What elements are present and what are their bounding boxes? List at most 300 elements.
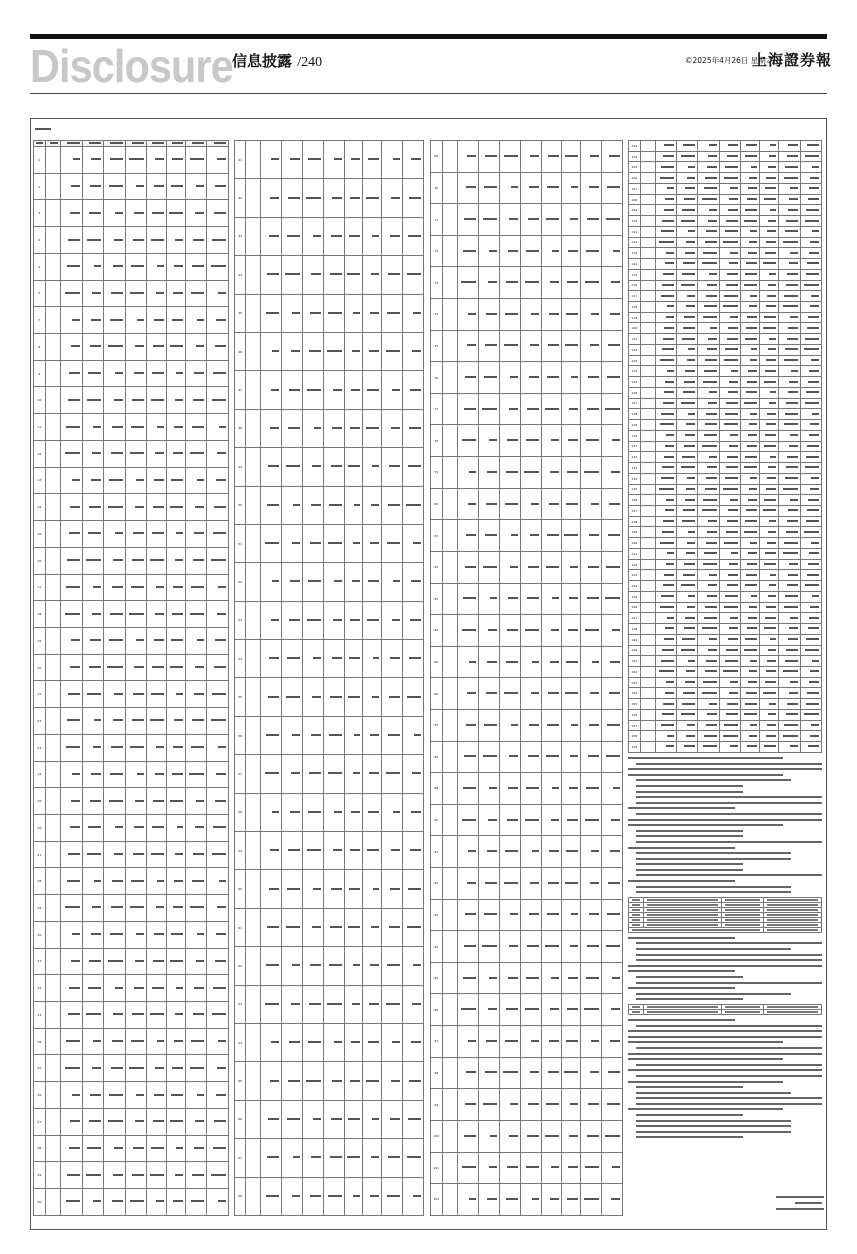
value-cell (719, 269, 740, 280)
value-cell (344, 1139, 363, 1177)
value-cell (677, 677, 698, 688)
value-cell (542, 172, 561, 204)
value-cell (261, 217, 282, 255)
text-line (636, 1025, 822, 1027)
table-row (34, 895, 229, 922)
value-cell (363, 640, 382, 678)
value-cell (656, 538, 677, 549)
fund-name-cell (45, 1082, 61, 1109)
value-cell (186, 681, 207, 708)
value-cell (147, 1189, 167, 1216)
value-cell (760, 420, 779, 431)
fund-name-cell (45, 574, 61, 601)
row-number: 129 (629, 420, 641, 431)
table-row (235, 179, 424, 217)
value-cell (800, 387, 821, 398)
value-cell (779, 677, 800, 688)
value-cell (500, 425, 521, 457)
table-row (629, 291, 822, 302)
value-cell (147, 467, 167, 494)
value-cell (147, 307, 167, 334)
value-cell (779, 581, 800, 592)
value-cell (656, 591, 677, 602)
value-cell (207, 1082, 229, 1109)
value-cell (104, 307, 125, 334)
fund-name-cell (246, 601, 261, 639)
value-cell (61, 494, 82, 521)
value-cell (478, 1152, 499, 1184)
fund-name-cell (640, 527, 655, 538)
table-row (629, 269, 822, 280)
table-row (629, 280, 822, 291)
value-cell (677, 591, 698, 602)
announcement-text (628, 757, 822, 1142)
value-cell (760, 699, 779, 710)
row-number: 83 (431, 583, 443, 615)
value-cell (186, 734, 207, 761)
value-cell (542, 583, 561, 615)
value-cell (698, 559, 719, 570)
value-cell (698, 505, 719, 516)
value-cell (800, 527, 821, 538)
row-number: 91 (431, 836, 443, 868)
value-cell (521, 646, 542, 678)
table-row (431, 773, 623, 805)
value-cell (125, 574, 146, 601)
value-cell (166, 227, 186, 254)
value-cell (656, 194, 677, 205)
value-cell (760, 398, 779, 409)
value-cell (561, 551, 580, 583)
value-cell (363, 179, 382, 217)
value-cell (561, 1089, 580, 1121)
value-cell (656, 666, 677, 677)
value-cell (800, 441, 821, 452)
value-cell (561, 1184, 580, 1216)
value-cell (779, 495, 800, 506)
value-cell (344, 371, 363, 409)
value-cell (207, 547, 229, 574)
value-cell (760, 323, 779, 334)
value-cell (500, 1120, 521, 1152)
fund-name-cell (246, 524, 261, 562)
row-number: 108 (629, 194, 641, 205)
value-cell (147, 601, 167, 628)
value-cell (478, 678, 499, 710)
value-cell (779, 452, 800, 463)
value-cell (779, 645, 800, 656)
value-cell (82, 601, 103, 628)
value-cell (261, 908, 282, 946)
value-cell (457, 615, 478, 647)
fund-name-cell (640, 548, 655, 559)
row-number: 32 (34, 975, 46, 1002)
text-line (636, 976, 743, 978)
fund-name-cell (45, 841, 61, 868)
value-cell (542, 362, 561, 394)
value-cell (760, 205, 779, 216)
value-cell (677, 527, 698, 538)
value-cell (800, 656, 821, 667)
table-row (629, 355, 822, 366)
value-cell (147, 387, 167, 414)
value-cell (740, 452, 759, 463)
value-cell (261, 1177, 282, 1215)
value-cell (186, 1082, 207, 1109)
value-cell (186, 975, 207, 1002)
text-line (628, 1108, 783, 1110)
table-row (431, 899, 623, 931)
value-cell (147, 814, 167, 841)
row-number: 58 (235, 793, 246, 831)
value-cell (698, 656, 719, 667)
value-cell (800, 591, 821, 602)
fund-name-cell (640, 613, 655, 624)
value-cell (323, 908, 344, 946)
value-cell (779, 624, 800, 635)
value-cell (740, 398, 759, 409)
value-cell (457, 962, 478, 994)
value-cell (125, 1108, 146, 1135)
value-cell (344, 793, 363, 831)
row-number: 12 (34, 440, 46, 467)
table-row (34, 814, 229, 841)
table-row (629, 677, 822, 688)
value-cell (719, 334, 740, 345)
value-cell (61, 440, 82, 467)
table-row (235, 256, 424, 294)
value-cell (800, 355, 821, 366)
value-cell (800, 291, 821, 302)
value-cell (677, 463, 698, 474)
value-cell (561, 804, 580, 836)
value-cell (542, 299, 561, 331)
value-cell (186, 1108, 207, 1135)
row-number: 30 (34, 921, 46, 948)
value-cell (779, 194, 800, 205)
value-cell (677, 366, 698, 377)
value-cell (800, 677, 821, 688)
value-cell (344, 678, 363, 716)
value-cell (698, 141, 719, 152)
value-cell (698, 709, 719, 720)
value-cell (363, 141, 382, 179)
value-cell (740, 226, 759, 237)
row-number: 48 (235, 409, 246, 447)
text-line (636, 1120, 791, 1122)
value-cell (166, 173, 186, 200)
value-cell (779, 226, 800, 237)
value-cell (677, 398, 698, 409)
value-cell (656, 463, 677, 474)
value-cell (363, 409, 382, 447)
value-cell (500, 488, 521, 520)
value-cell (740, 720, 759, 731)
table-row (34, 1055, 229, 1082)
table-row (34, 681, 229, 708)
row-number: 17 (34, 574, 46, 601)
fund-name-cell (246, 640, 261, 678)
value-cell (61, 1055, 82, 1082)
value-cell (457, 1152, 478, 1184)
value-cell (542, 615, 561, 647)
value-cell (323, 793, 344, 831)
value-cell (478, 962, 499, 994)
row-number: 84 (431, 615, 443, 647)
value-cell (207, 521, 229, 548)
value-cell (740, 699, 759, 710)
row-number: 147 (629, 613, 641, 624)
table-row (34, 708, 229, 735)
table-row (34, 253, 229, 280)
value-cell (303, 409, 324, 447)
value-cell (779, 302, 800, 313)
table-row (235, 1062, 424, 1100)
value-cell (104, 681, 125, 708)
value-cell (82, 280, 103, 307)
value-cell (166, 1135, 186, 1162)
value-cell (166, 1162, 186, 1189)
value-cell (779, 344, 800, 355)
row-number: 101 (431, 1152, 443, 1184)
table-row (34, 360, 229, 387)
value-cell (779, 699, 800, 710)
value-cell (719, 355, 740, 366)
fund-name-cell (442, 204, 457, 236)
table-row (34, 1108, 229, 1135)
row-number: 120 (629, 323, 641, 334)
value-cell (760, 624, 779, 635)
value-cell (561, 868, 580, 900)
value-cell (363, 601, 382, 639)
value-cell (403, 1062, 424, 1100)
value-cell (521, 299, 542, 331)
value-cell (760, 377, 779, 388)
row-number: 27 (34, 841, 46, 868)
value-cell (186, 654, 207, 681)
value-cell (282, 332, 303, 370)
value-cell (186, 868, 207, 895)
fund-name-cell (442, 709, 457, 741)
table-row (431, 1089, 623, 1121)
value-cell (698, 387, 719, 398)
value-cell (323, 486, 344, 524)
value-cell (104, 1162, 125, 1189)
fund-name-cell (640, 516, 655, 527)
value-cell (344, 141, 363, 179)
value-cell (698, 344, 719, 355)
value-cell (166, 280, 186, 307)
value-cell (147, 708, 167, 735)
value-cell (104, 841, 125, 868)
value-cell (478, 204, 499, 236)
fund-name-cell (640, 452, 655, 463)
fund-name-cell (45, 601, 61, 628)
fund-name-cell (640, 731, 655, 742)
value-cell (363, 217, 382, 255)
fund-name-cell (640, 591, 655, 602)
text-line (628, 1069, 822, 1071)
value-cell (104, 1082, 125, 1109)
value-cell (601, 1184, 622, 1216)
value-cell (363, 1177, 382, 1215)
value-cell (344, 870, 363, 908)
value-cell (800, 709, 821, 720)
value-cell (542, 1120, 561, 1152)
fund-name-cell (442, 804, 457, 836)
text-line (636, 796, 822, 798)
value-cell (303, 141, 324, 179)
value-cell (104, 440, 125, 467)
fund-name-cell (45, 708, 61, 735)
value-cell (719, 216, 740, 227)
table-row (629, 581, 822, 592)
fund-name-cell (442, 836, 457, 868)
value-cell (800, 194, 821, 205)
value-cell (740, 570, 759, 581)
table-row (34, 788, 229, 815)
row-number: 133 (629, 463, 641, 474)
value-cell (478, 931, 499, 963)
value-cell (104, 788, 125, 815)
row-number: 8 (34, 334, 46, 361)
value-cell (323, 256, 344, 294)
fund-name-cell (640, 463, 655, 474)
value-cell (363, 332, 382, 370)
value-cell (382, 870, 403, 908)
value-cell (500, 267, 521, 299)
value-cell (561, 1057, 580, 1089)
value-cell (740, 237, 759, 248)
fund-name-cell (640, 624, 655, 635)
value-cell (147, 521, 167, 548)
fund-name-cell (640, 484, 655, 495)
value-cell (125, 200, 146, 227)
value-cell (740, 645, 759, 656)
value-cell (207, 601, 229, 628)
value-cell (125, 547, 146, 574)
value-cell (561, 204, 580, 236)
fund-name-cell (442, 1026, 457, 1058)
value-cell (403, 640, 424, 678)
value-cell (382, 1177, 403, 1215)
value-cell (698, 516, 719, 527)
row-number: 9 (34, 360, 46, 387)
value-cell (282, 141, 303, 179)
value-cell (521, 488, 542, 520)
value-cell (82, 1162, 103, 1189)
value-cell (561, 994, 580, 1026)
value-cell (207, 1028, 229, 1055)
value-cell (800, 173, 821, 184)
value-cell (344, 563, 363, 601)
fund-name-cell (640, 581, 655, 592)
table-row (629, 666, 822, 677)
row-number: 52 (235, 563, 246, 601)
value-cell (500, 1026, 521, 1058)
value-cell (478, 1184, 499, 1216)
fund-name-cell (640, 259, 655, 270)
value-cell (656, 559, 677, 570)
value-cell (580, 1089, 601, 1121)
value-cell (207, 627, 229, 654)
value-cell (760, 742, 779, 753)
value-cell (186, 1162, 207, 1189)
value-cell (186, 601, 207, 628)
value-cell (800, 226, 821, 237)
value-cell (719, 312, 740, 323)
value-cell (580, 204, 601, 236)
value-cell (740, 516, 759, 527)
value-cell (698, 473, 719, 484)
row-number: 61 (235, 908, 246, 946)
value-cell (104, 360, 125, 387)
table-column-1 (33, 140, 229, 1216)
row-number: 76 (431, 362, 443, 394)
value-cell (601, 330, 622, 362)
fund-name-cell (45, 360, 61, 387)
row-number: 24 (34, 761, 46, 788)
value-cell (800, 409, 821, 420)
fund-name-cell (640, 495, 655, 506)
value-cell (656, 183, 677, 194)
text-line (636, 791, 743, 793)
row-number: 31 (34, 948, 46, 975)
financial-table (628, 140, 822, 753)
fund-name-cell (45, 467, 61, 494)
value-cell (478, 583, 499, 615)
value-cell (82, 734, 103, 761)
table-row (629, 344, 822, 355)
value-cell (323, 947, 344, 985)
row-number: 22 (34, 708, 46, 735)
table-row (34, 307, 229, 334)
value-cell (303, 947, 324, 985)
value-cell (698, 720, 719, 731)
fund-name-cell (640, 216, 655, 227)
value-cell (457, 1057, 478, 1089)
value-cell (500, 1089, 521, 1121)
value-cell (580, 267, 601, 299)
value-cell (677, 656, 698, 667)
fund-name-cell (640, 430, 655, 441)
value-cell (561, 1026, 580, 1058)
value-cell (457, 868, 478, 900)
value-cell (344, 640, 363, 678)
value-cell (457, 172, 478, 204)
table-row (34, 1162, 229, 1189)
table-row (431, 646, 623, 678)
fund-name-cell (640, 473, 655, 484)
value-cell (61, 227, 82, 254)
value-cell (186, 948, 207, 975)
value-cell (719, 377, 740, 388)
value-cell (521, 709, 542, 741)
fund-name-cell (640, 183, 655, 194)
value-cell (656, 259, 677, 270)
value-cell (125, 360, 146, 387)
text-line (636, 1086, 743, 1088)
value-cell (403, 793, 424, 831)
value-cell (303, 448, 324, 486)
value-cell (760, 656, 779, 667)
value-cell (740, 473, 759, 484)
value-cell (677, 269, 698, 280)
value-cell (166, 1189, 186, 1216)
value-cell (478, 362, 499, 394)
value-cell (166, 734, 186, 761)
value-cell (719, 280, 740, 291)
